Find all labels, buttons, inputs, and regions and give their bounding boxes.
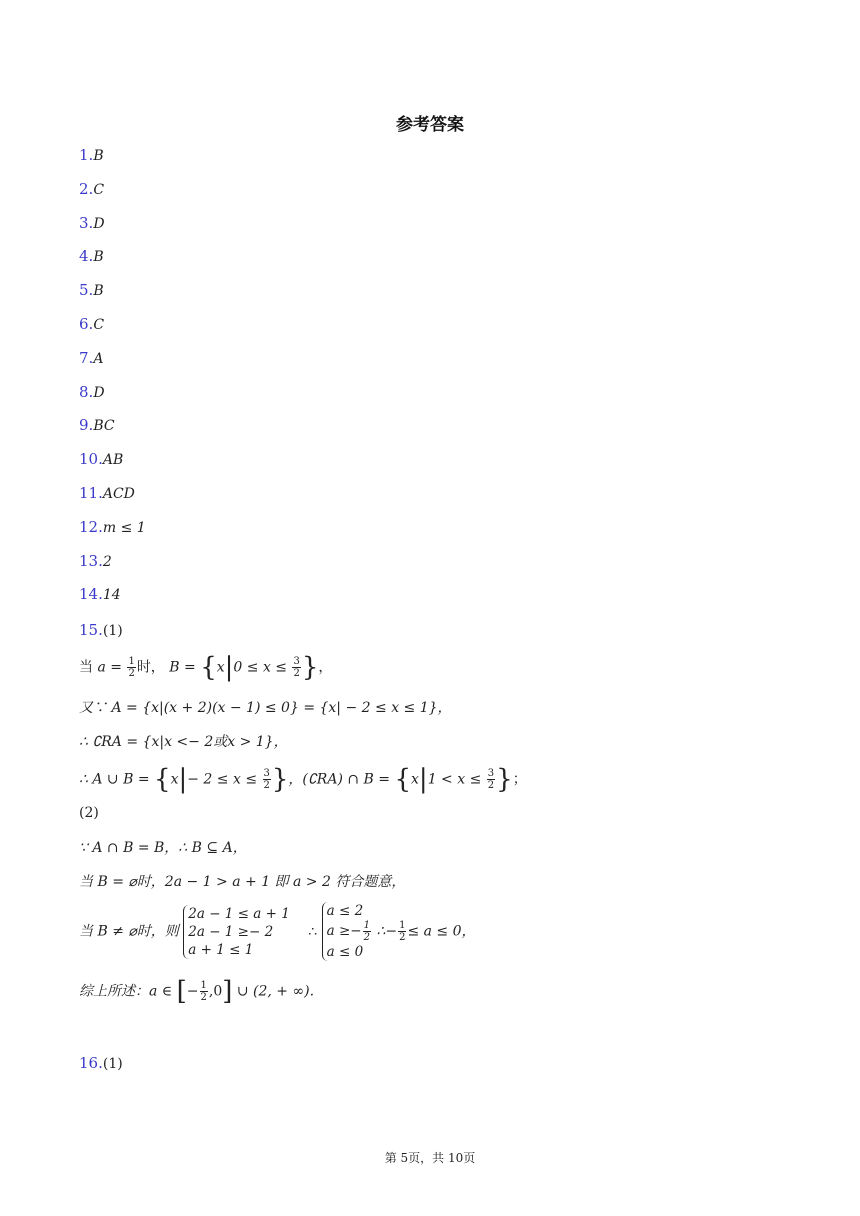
answer-value: C [93, 317, 105, 333]
equation-system-1: 2a − 1 ≤ a + 1 2a − 1 ≥− 2 a + 1 ≤ 1 [183, 905, 290, 959]
answer-row [79, 382, 105, 402]
answer-number: 5. [79, 281, 94, 300]
answer-row [79, 179, 104, 199]
answer-value: B [93, 283, 104, 300]
answer-row [79, 213, 105, 233]
answer-number: 2. [79, 179, 94, 198]
answer-row [79, 314, 104, 334]
answer-number: 12. [79, 517, 103, 536]
answer-value: AB [102, 452, 124, 469]
answer-value: A [93, 350, 104, 367]
q16-number: 16. [79, 1054, 103, 1072]
answer-row [79, 246, 104, 266]
answer-value: ACD [102, 486, 135, 502]
answer-number: 3. [79, 213, 94, 232]
fraction: $\frac{3}{2}$ [293, 656, 300, 679]
answer-row [79, 483, 135, 503]
answer-row [79, 551, 112, 571]
answer-value: BC [93, 418, 115, 435]
answer-value: B [93, 249, 104, 266]
answer-number: 11. [79, 484, 103, 502]
q15-line7: 当 B ≠ ⌀时，则 2a − 1 ≤ a + 1 2a − 1 ≥− 2 a + 1 ≤ 1 ∴ a ≤ 2 a ≥− $\frac{1}{2}$ a ≤ 0 ∴− $\frac{1}{2}$ ≤ a ≤ 0， [79, 903, 476, 960]
q15-line5: ∵ A ∩ B = B，∴ B ⊆ A， [79, 840, 247, 856]
page-title: 参考答案 [396, 115, 464, 135]
answer-number: 1. [79, 146, 94, 164]
answer-row [79, 348, 103, 368]
answer-number: 14. [79, 585, 103, 604]
answer-number: 10. [79, 450, 103, 469]
q15-line2: 又∵ A = {x|(x + 2)(x − 1) ≤ 0} = {x| − 2 ≤ x ≤ 1}， [79, 700, 452, 716]
fraction: $\frac{1}{2}$ [128, 656, 135, 679]
answer-value: D [93, 384, 105, 401]
equation-system-2: a ≤ 2 a ≥− $\frac{1}{2}$ a ≤ 0 [322, 902, 372, 961]
fraction: $\frac{3}{2}$ [263, 768, 270, 791]
answer-value: 2 [102, 553, 112, 570]
answer-number: 4. [79, 247, 94, 266]
answer-number: 7. [79, 348, 94, 367]
answer-number: 9. [79, 416, 94, 435]
q15-part2-label: (2) [79, 805, 99, 821]
answer-value: m ≤ 1 [102, 519, 146, 536]
page-footer: 第 5页，共 10页 [384, 1151, 476, 1165]
q15-line3: ∴ ∁RA = {x|x <− 2或x > 1}， [79, 734, 288, 750]
answer-row [79, 280, 104, 300]
answer-row [79, 145, 104, 165]
answer-value: B [93, 148, 104, 164]
answer-number: 8. [79, 382, 94, 401]
q15-conclusion: 综上所述：a ∈ [− $\frac{1}{2}$ ,0] ∪ (2, + ∞). [79, 976, 315, 1007]
fraction: $\frac{3}{2}$ [487, 768, 495, 791]
q15-number: 15. [79, 621, 103, 639]
answer-value: 14 [102, 587, 121, 604]
answer-row [79, 449, 123, 469]
answer-row [79, 517, 146, 537]
q15-line6: 当 B = ⌀时，2a − 1 > a + 1 即 a > 2 符合题意， [79, 874, 406, 890]
q15-header [79, 619, 123, 642]
answer-number: 6. [79, 315, 94, 333]
q16-header: 16.(1) [79, 1054, 123, 1072]
q15-line4: ∴ A ∪ B = {x|− 2 ≤ x ≤ $\frac{3}{2}$ }，(∁RA) ∩ B = {x|1 < x ≤ $\frac{3}{2}$ }； [79, 764, 527, 795]
q15-part1-label: (1) [102, 623, 123, 639]
answer-row [79, 415, 115, 435]
answer-row [79, 584, 121, 604]
q15-line1: 当 a = $\frac{1}{2}$ 时， B = {x|0 ≤ x ≤ $\frac{3}{2}$ }， [79, 652, 333, 683]
answer-value: D [93, 215, 105, 232]
answer-value: C [93, 181, 105, 198]
answer-number: 13. [79, 551, 103, 570]
